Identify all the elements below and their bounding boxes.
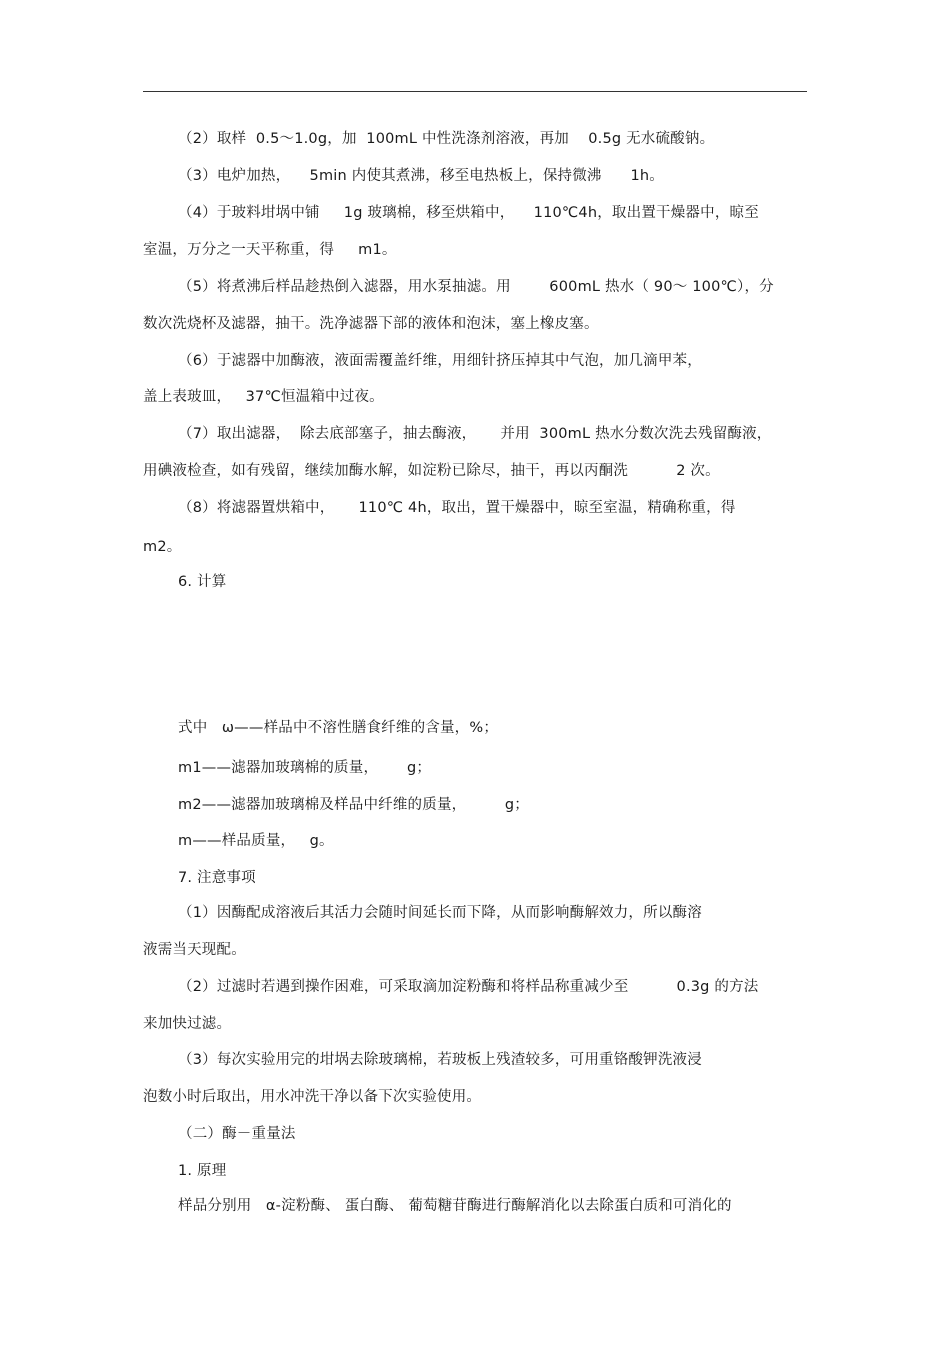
step-4-text: （4）于玻料坩埚中铺 1g 玻璃棉，移至烘箱中， 110℃4h，取出置干燥器中，晾至 [178,205,759,221]
principle-text: 样品分别用 α-淀粉酶、 蛋白酶、 葡萄糖苷酶进行酶解消化以去除蛋白质和可消化的 [178,1198,732,1214]
step-8-text: （8）将滤器置烘箱中， 110℃ 4h，取出，置干燥器中，晾至室温，精确称重，得 [178,500,736,516]
note-2-text-cont: 来加快过滤。 [143,1016,232,1032]
step-3-text: （3）电炉加热， 5min 内使其煮沸，移至电热板上，保持微沸 1h。 [178,168,665,184]
formula-legend-m2: m2——滤器加玻璃棉及样品中纤维的质量， g； [178,797,529,813]
subsection-heading: （二）酶－重量法 [178,1126,296,1142]
note-3-text-cont: 泡数小时后取出，用水冲洗干净以备下次实验使用。 [143,1089,482,1105]
step-7-text-cont: 用碘液检查，如有残留，继续加酶水解，如淀粉已除尽，抽干，再以丙酮洗 2 次。 [143,463,720,479]
step-6-text: （6）于滤器中加酶液，液面需覆盖纤维，用细针挤压掉其中气泡，加几滴甲苯， [178,353,702,369]
step-7-text: （7）取出滤器， 除去底部塞子，抽去酶液， 并用 300mL 热水分数次洗去残留酶液， [178,426,772,442]
formula-legend-omega: 式中 ω——样品中不溶性膳食纤维的含量，%； [178,720,499,736]
step-5-text-cont: 数次洗烧杯及滤器，抽干。洗净滤器下部的液体和泡沫，塞上橡皮塞。 [143,316,599,332]
header-rule [143,91,807,92]
step-8-text-cont: m2。 [143,539,182,555]
formula-legend-m: m——样品质量， g。 [178,833,334,849]
note-3-text: （3）每次实验用完的坩埚去除玻璃棉，若玻板上残渣较多，可用重铬酸钾洗液浸 [178,1052,702,1068]
section-6-heading: 6. 计算 [178,574,227,590]
section-7-heading: 7. 注意事项 [178,870,256,886]
step-2-text: （2）取样 0.5～1.0g，加 100mL 中性洗涤剂溶液，再加 0.5g 无水硫酸钠。 [178,131,715,147]
formula-legend-m1: m1——滤器加玻璃棉的质量， g； [178,760,432,776]
note-1-text-cont: 液需当天现配。 [143,942,246,958]
note-2-text: （2）过滤时若遇到操作困难，可采取滴加淀粉酶和将样品称重减少至 0.3g 的方法 [178,979,759,995]
note-1-text: （1）因酶配成溶液后其活力会随时间延长而下降，从而影响酶解效力，所以酶溶 [178,905,702,921]
step-4-text-cont: 室温，万分之一天平称重，得 m1。 [143,242,397,258]
step-6-text-cont: 盖上表玻皿， 37℃恒温箱中过夜。 [143,389,384,405]
principle-heading: 1. 原理 [178,1163,227,1179]
step-5-text: （5）将煮沸后样品趁热倒入滤器，用水泵抽滤。用 600mL 热水（ 90～ 100℃），分 [178,279,774,295]
